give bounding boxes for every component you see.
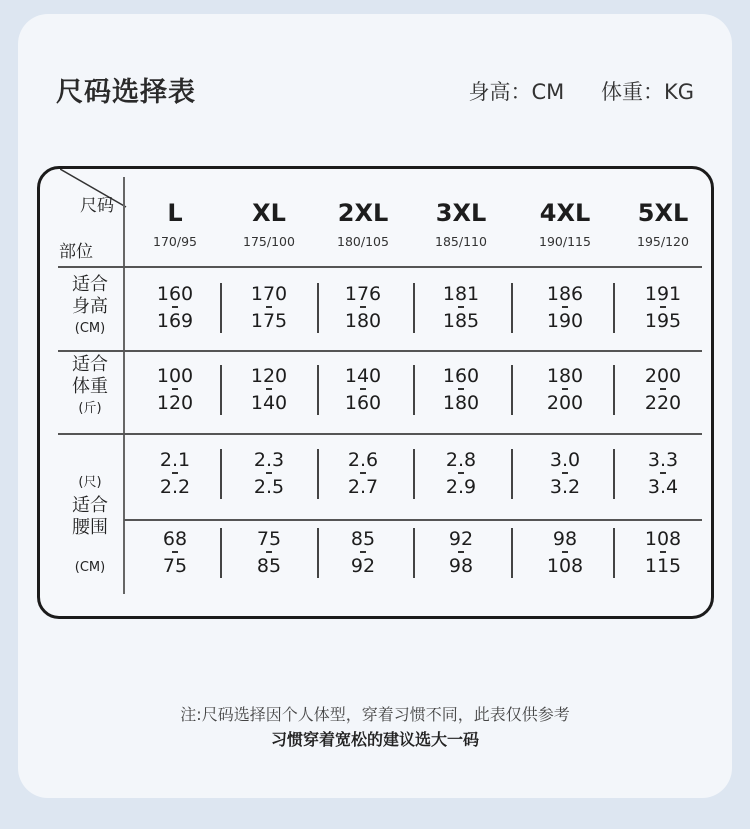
- range-min: 92: [448, 528, 474, 550]
- size-header: [618, 199, 708, 249]
- size-name: L: [167, 199, 183, 227]
- size-spec: 170/95: [153, 234, 197, 249]
- size-range-cell: [135, 363, 215, 417]
- size-range-cell: [135, 447, 215, 501]
- size-range-cell: [229, 281, 309, 335]
- range-min: 2.3: [253, 449, 285, 471]
- range-max: 169: [156, 310, 194, 332]
- size-range-cell: [229, 526, 309, 580]
- size-range-cell: [323, 526, 403, 580]
- note-line-1: 注:尺码选择因个人体型，穿着习惯不同，此表仅供参考: [180, 705, 570, 724]
- range-min: 160: [156, 283, 194, 305]
- size-table: [37, 166, 714, 619]
- range-max: 220: [644, 392, 682, 414]
- column-separator: [317, 283, 319, 333]
- size-range-cell: [623, 281, 703, 335]
- note-line-2: 习惯穿着宽松的建议选大一码: [270, 730, 479, 749]
- size-header: [130, 199, 220, 249]
- range-min: 176: [344, 283, 382, 305]
- size-range-cell: [135, 526, 215, 580]
- column-separator: [511, 365, 513, 415]
- size-range-cell: [623, 447, 703, 501]
- size-name: XL: [252, 199, 286, 227]
- range-min: 186: [546, 283, 584, 305]
- size-name: 4XL: [539, 199, 591, 227]
- row-label-line: 适合: [72, 354, 108, 375]
- size-range-cell: [623, 363, 703, 417]
- range-max: 3.4: [647, 476, 679, 498]
- range-min: 191: [644, 283, 682, 305]
- column-separator: [220, 528, 222, 578]
- size-spec: 195/120: [637, 234, 689, 249]
- size-name: 5XL: [637, 199, 689, 227]
- row-label: [55, 495, 125, 579]
- range-min: 120: [250, 365, 288, 387]
- range-max: 120: [156, 392, 194, 414]
- size-range-cell: [323, 281, 403, 335]
- range-min: 108: [644, 528, 682, 550]
- size-name: 3XL: [435, 199, 487, 227]
- column-separator: [220, 365, 222, 415]
- page-title: 尺码选择表: [56, 77, 196, 108]
- range-min: 100: [156, 365, 194, 387]
- column-separator: [511, 528, 513, 578]
- range-max: 3.2: [549, 476, 581, 498]
- range-max: 180: [442, 392, 480, 414]
- unit-legend: [438, 76, 694, 106]
- column-separator: [413, 283, 415, 333]
- column-separator: [413, 449, 415, 499]
- range-min: 200: [644, 365, 682, 387]
- size-spec: 185/110: [435, 234, 487, 249]
- height-unit: 身高：CM: [468, 80, 565, 104]
- size-header: [318, 199, 408, 249]
- size-header: [520, 199, 610, 249]
- row-label-line: 适合: [72, 495, 108, 516]
- column-separator: [413, 528, 415, 578]
- column-separator: [511, 283, 513, 333]
- size-range-cell: [229, 447, 309, 501]
- range-min: 2.8: [445, 449, 477, 471]
- size-range-cell: [421, 526, 501, 580]
- size-range-cell: [229, 363, 309, 417]
- range-min: 2.1: [159, 449, 191, 471]
- range-max: 108: [546, 555, 584, 577]
- row-unit-label: [55, 470, 125, 494]
- range-max: 2.9: [445, 476, 477, 498]
- column-separator: [613, 528, 615, 578]
- size-range-cell: [525, 281, 605, 335]
- range-max: 160: [344, 392, 382, 414]
- column-separator: [613, 365, 615, 415]
- row-divider: [58, 350, 702, 352]
- corner-part-label: 部位: [59, 242, 93, 262]
- row-label: [55, 354, 125, 420]
- size-spec: 180/105: [337, 234, 389, 249]
- range-min: 181: [442, 283, 480, 305]
- range-min: 2.6: [347, 449, 379, 471]
- size-name: 2XL: [337, 199, 389, 227]
- range-min: 75: [256, 528, 282, 550]
- range-min: 140: [344, 365, 382, 387]
- size-range-cell: [323, 363, 403, 417]
- row-divider: [124, 519, 702, 521]
- row-unit: (CM): [74, 321, 106, 336]
- range-max: 92: [350, 555, 376, 577]
- range-min: 180: [546, 365, 584, 387]
- size-range-cell: [421, 281, 501, 335]
- row-label-line: 身高: [72, 296, 108, 317]
- size-range-cell: [421, 447, 501, 501]
- column-separator: [220, 283, 222, 333]
- column-separator: [613, 283, 615, 333]
- range-max: 195: [644, 310, 682, 332]
- range-max: 190: [546, 310, 584, 332]
- range-max: 185: [442, 310, 480, 332]
- row-unit: (尺): [78, 475, 102, 490]
- row-unit: (CM): [74, 560, 106, 575]
- column-separator: [317, 528, 319, 578]
- range-max: 180: [344, 310, 382, 332]
- range-max: 115: [644, 555, 682, 577]
- range-max: 140: [250, 392, 288, 414]
- range-max: 175: [250, 310, 288, 332]
- range-max: 2.2: [159, 476, 191, 498]
- row-unit: (斤): [78, 401, 102, 416]
- column-separator: [317, 449, 319, 499]
- row-divider: [58, 433, 702, 435]
- range-max: 75: [162, 555, 188, 577]
- range-min: 3.0: [549, 449, 581, 471]
- row-divider: [58, 266, 702, 268]
- size-spec: 175/100: [243, 234, 295, 249]
- column-separator: [613, 449, 615, 499]
- range-max: 2.7: [347, 476, 379, 498]
- row-label-line: 腰围: [72, 517, 108, 538]
- range-min: 98: [552, 528, 578, 550]
- row-label-line: 体重: [72, 376, 108, 397]
- range-max: 98: [448, 555, 474, 577]
- column-separator: [317, 365, 319, 415]
- range-min: 3.3: [647, 449, 679, 471]
- range-min: 160: [442, 365, 480, 387]
- range-max: 2.5: [253, 476, 285, 498]
- size-range-cell: [323, 447, 403, 501]
- size-range-cell: [135, 281, 215, 335]
- size-range-cell: [623, 526, 703, 580]
- corner-size-label: 尺码: [80, 196, 114, 216]
- range-max: 200: [546, 392, 584, 414]
- size-header: [224, 199, 314, 249]
- size-header: [416, 199, 506, 249]
- range-min: 68: [162, 528, 188, 550]
- column-separator: [511, 449, 513, 499]
- column-separator: [220, 449, 222, 499]
- row-label: [55, 274, 125, 340]
- size-range-cell: [525, 363, 605, 417]
- range-min: 85: [350, 528, 376, 550]
- range-max: 85: [256, 555, 282, 577]
- size-spec: 190/115: [539, 234, 591, 249]
- size-range-cell: [525, 447, 605, 501]
- range-min: 170: [250, 283, 288, 305]
- weight-unit: 体重：KG: [600, 80, 694, 104]
- row-label-line: 适合: [72, 274, 108, 295]
- column-separator: [413, 365, 415, 415]
- size-range-cell: [525, 526, 605, 580]
- size-range-cell: [421, 363, 501, 417]
